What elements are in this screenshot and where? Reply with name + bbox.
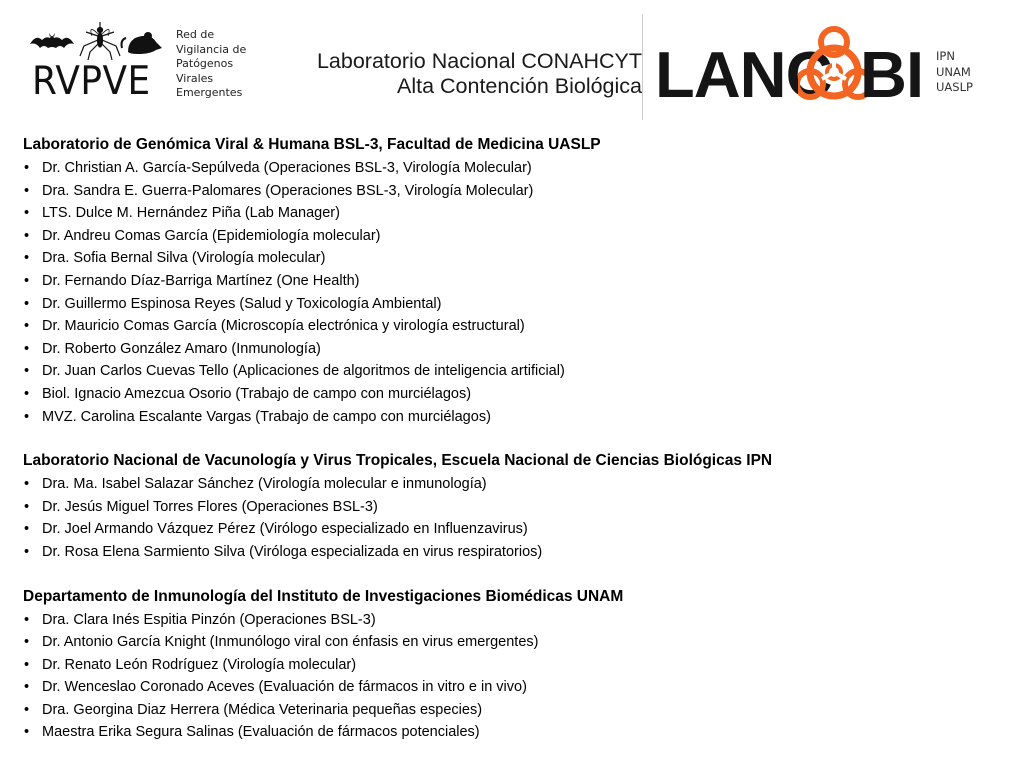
header-divider [642, 14, 643, 120]
content [23, 135, 1013, 767]
animal-vectors-icon [28, 22, 168, 62]
lab-title-line2: Alta Contención Biológica [396, 74, 642, 98]
member-item: • Dr. Christian A. García-Sepúlveda (Operaciones BSL-3, Virología Molecular) [23, 157, 1013, 180]
rvpve-full-name [176, 28, 246, 101]
rvpve-line: Red de [176, 28, 215, 41]
member-item: • Dr. Juan Carlos Cuevas Tello (Aplicaciones de algoritmos de inteligencia artificial) [23, 360, 1013, 383]
lancobi-text-right: BI [860, 38, 923, 111]
member-item: • Dr. Fernando Díaz-Barriga Martínez (One Health) [23, 270, 1013, 293]
member-item: • Dr. Roberto González Amaro (Inmunología) [23, 338, 1013, 361]
member-item: • Dra. Clara Inés Espitia Pinzón (Operaciones BSL-3) [23, 609, 1013, 632]
lab-title-line1: Laboratorio Nacional CONAHCYT [316, 49, 642, 73]
institution-unam: UNAM [936, 64, 971, 79]
bat-icon [30, 33, 74, 48]
lab-section [23, 587, 1013, 745]
member-item: • Dra. Ma. Isabel Salazar Sánchez (Virología molecular e inmunología) [23, 473, 1013, 496]
rvpve-line: Emergentes [176, 86, 243, 99]
member-item: • Dr. Guillermo Espinosa Reyes (Salud y Toxicología Ambiental) [23, 293, 1013, 316]
rvpve-line: Virales [176, 71, 214, 85]
member-item: • Dr. Wenceslao Coronado Aceves (Evaluación de fármacos in vitro e in vivo) [23, 676, 1013, 699]
institution-ipn: IPN [936, 49, 955, 63]
member-item: • Dr. Andreu Comas García (Epidemiología molecular) [23, 225, 1013, 248]
rvpve-acronym: RVPVE [32, 59, 151, 104]
member-item: • Dr. Jesús Miguel Torres Flores (Operaciones BSL-3) [23, 496, 1013, 519]
member-item: • Dr. Antonio García Knight (Inmunólogo viral con énfasis en virus emergentes) [23, 631, 1013, 654]
section-title: Laboratorio de Genómica Viral & Humana BSL-3, Facultad de Medicina UASLP [23, 136, 601, 153]
lab-section [23, 451, 1013, 563]
lancobi-logo [655, 20, 955, 115]
member-item: • Dr. Mauricio Comas García (Microscopía electrónica y virología estructural) [23, 315, 1013, 338]
member-list [23, 473, 1013, 563]
lab-section [23, 135, 1013, 428]
member-item: • Dra. Sofia Bernal Silva (Virología molecular) [23, 247, 1013, 270]
member-list [23, 609, 1013, 745]
member-item: • Maestra Erika Segura Salinas (Evaluación de fármacos potenciales) [23, 721, 1013, 744]
lab-title [317, 49, 642, 99]
member-item: • Biol. Ignacio Amezcua Osorio (Trabajo de campo con murciélagos) [23, 383, 1013, 406]
member-item: • Dra. Sandra E. Guerra-Palomares (Operaciones BSL-3, Virología Molecular) [23, 180, 1013, 203]
member-item: • Dr. Renato León Rodríguez (Virología molecular) [23, 654, 1013, 677]
member-item: • Dr. Joel Armando Vázquez Pérez (Virólogo especializado en Influenzavirus) [23, 518, 1013, 541]
rvpve-line: Patógenos [176, 57, 234, 70]
header [0, 0, 1024, 125]
member-item: • Dr. Rosa Elena Sarmiento Silva (Viróloga especializada en virus respiratorios) [23, 541, 1013, 564]
member-item: • Dra. Georgina Diaz Herrera (Médica Veterinaria pequeñas especies) [23, 699, 1013, 722]
section-title: Laboratorio Nacional de Vacunología y Virus Tropicales, Escuela Nacional de Ciencias Biológicas IPN [23, 452, 773, 470]
member-list [23, 157, 1013, 428]
rvpve-line: Vigilancia de [176, 42, 247, 56]
rvpve-logo [28, 22, 248, 112]
member-item: • LTS. Dulce M. Hernández Piña (Lab Manager) [23, 202, 1013, 225]
section-title: Departamento de Inmunología del Instituto de Investigaciones Biomédicas UNAM [23, 587, 624, 605]
institution-uaslp: UASLP [936, 80, 973, 94]
institution-list [936, 49, 973, 96]
lancobi-text-left: LANC [655, 38, 832, 111]
member-item: • MVZ. Carolina Escalante Vargas (Trabajo de campo con murciélagos) [23, 406, 1013, 429]
rodent-icon [122, 32, 163, 54]
mosquito-icon [80, 22, 120, 60]
